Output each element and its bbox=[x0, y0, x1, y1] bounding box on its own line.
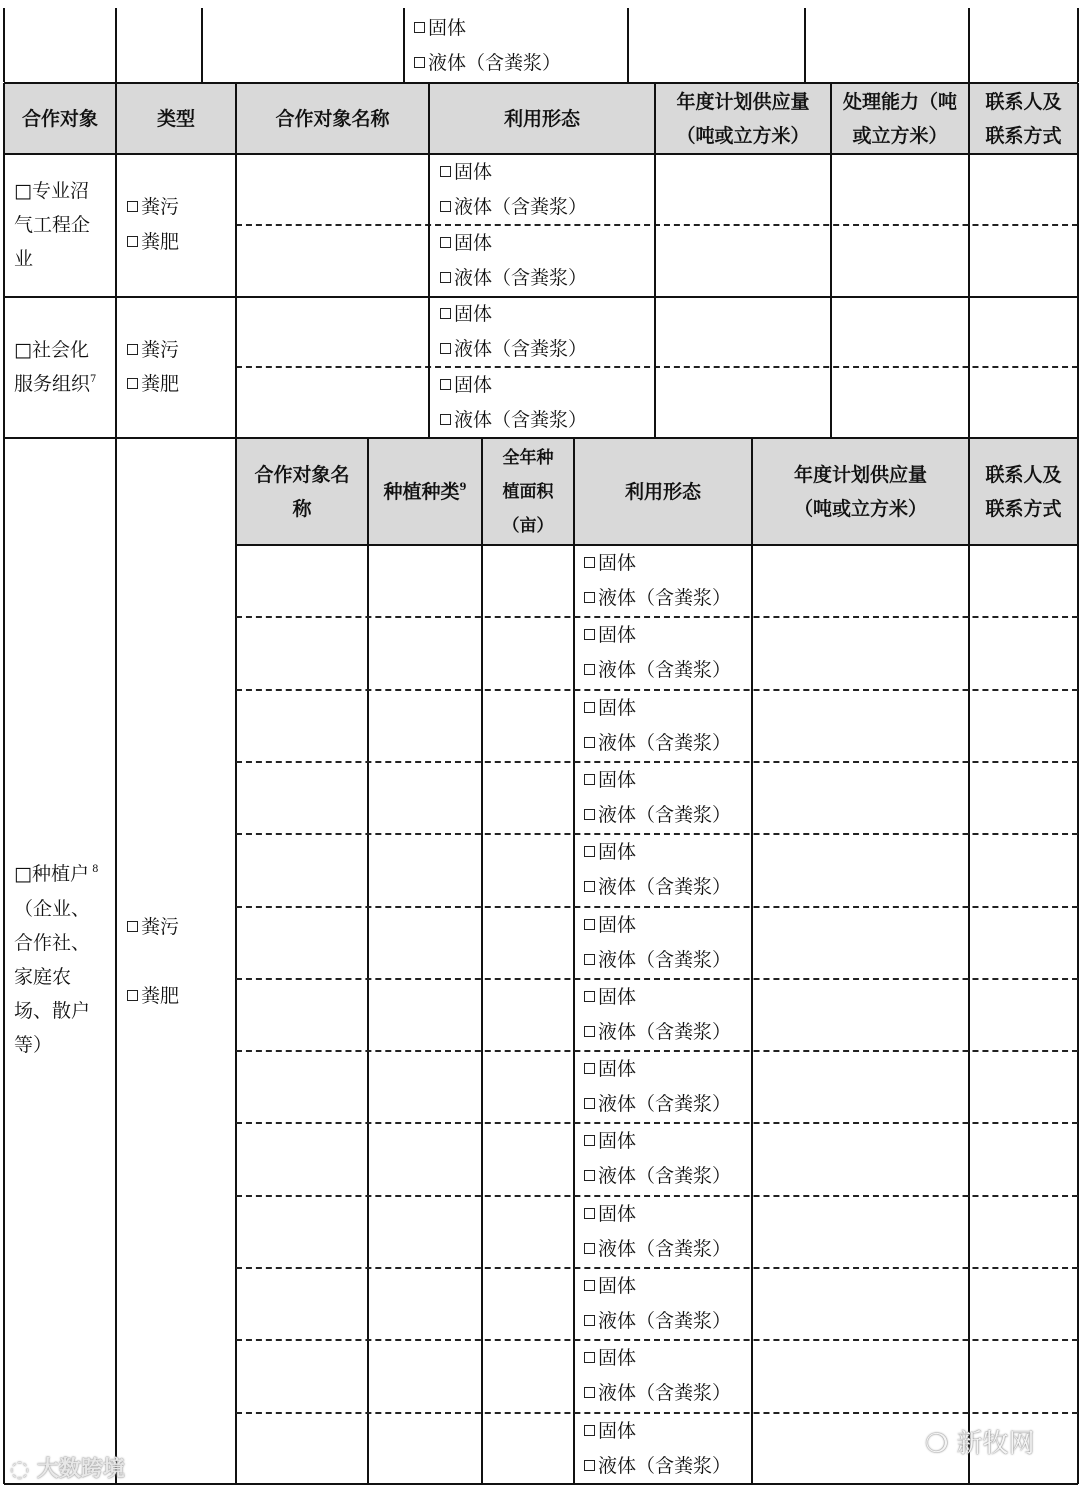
header-contact-line: 联系方式 bbox=[985, 124, 1062, 147]
planter-row6-liquid-checkbox[interactable] bbox=[584, 943, 731, 977]
header-capacity bbox=[831, 84, 969, 153]
planter-row5-liquid-checkbox-label: 液体（含粪浆） bbox=[598, 876, 732, 898]
service-row2-liquid-checkbox-label: 液体（含粪浆） bbox=[454, 409, 588, 431]
table-line bbox=[115, 438, 117, 1484]
header-name-line: 合作对象名称 bbox=[275, 107, 390, 130]
row-divider bbox=[236, 1050, 1078, 1052]
service-org-label-text: 服务组织 bbox=[14, 373, 91, 395]
table-line bbox=[236, 544, 1078, 546]
planter-row10-liquid-checkbox-label: 液体（含粪浆） bbox=[598, 1238, 732, 1260]
checkbox-icon[interactable] bbox=[584, 557, 595, 568]
header-type-line: 类型 bbox=[156, 107, 195, 130]
table-line bbox=[1077, 438, 1079, 1484]
planter-fertilizer-checkbox[interactable] bbox=[127, 979, 179, 1013]
checkbox-icon[interactable] bbox=[584, 737, 595, 748]
checkbox-icon[interactable] bbox=[127, 201, 138, 212]
checkbox-icon[interactable] bbox=[440, 237, 451, 248]
biogas-sewage-checkbox[interactable] bbox=[127, 190, 179, 224]
table-line bbox=[3, 8, 5, 82]
service-sewage-checkbox-label: 粪污 bbox=[141, 339, 180, 361]
planter-row11-solid-checkbox-label: 固体 bbox=[598, 1275, 637, 1297]
checkbox-icon[interactable] bbox=[414, 22, 425, 33]
footnote-8: 8 bbox=[88, 864, 99, 875]
table-line bbox=[968, 8, 970, 82]
biogas-fertilizer-checkbox[interactable] bbox=[127, 225, 179, 259]
watermark-left bbox=[10, 1452, 125, 1483]
checkbox-icon[interactable] bbox=[127, 921, 138, 932]
planter-row4-solid-checkbox[interactable] bbox=[584, 763, 636, 797]
table-line bbox=[235, 438, 237, 1484]
planter-row13-liquid-checkbox-label: 液体（含粪浆） bbox=[598, 1455, 732, 1477]
row-divider bbox=[236, 1267, 1078, 1269]
header-contact-text bbox=[985, 85, 1061, 153]
checkbox-icon[interactable] bbox=[584, 1460, 595, 1471]
checkbox-icon[interactable] bbox=[584, 1280, 595, 1291]
planter-row3-solid-checkbox-label: 固体 bbox=[598, 697, 637, 719]
biogas-row2-liquid-checkbox-label: 液体（含粪浆） bbox=[454, 267, 588, 289]
row-divider bbox=[236, 906, 1078, 908]
checkbox-icon[interactable] bbox=[440, 201, 451, 212]
table-line bbox=[481, 438, 483, 1484]
row-divider bbox=[236, 1339, 1078, 1341]
header-form bbox=[429, 84, 655, 153]
table-line bbox=[804, 8, 806, 82]
planter-row2-solid-checkbox-label: 固体 bbox=[598, 624, 637, 646]
row-divider bbox=[236, 1195, 1078, 1197]
planter-header-annual-supply bbox=[752, 439, 969, 544]
biogas-target-label: 业 bbox=[14, 248, 34, 270]
biogas-row2-solid-checkbox[interactable] bbox=[440, 226, 492, 260]
planter-row10-solid-checkbox-label: 固体 bbox=[598, 1203, 637, 1225]
planter-label: 家庭农 bbox=[14, 966, 72, 988]
planter-header-form-line: 利用形态 bbox=[624, 480, 701, 503]
biogas-row1-liquid-checkbox[interactable] bbox=[440, 190, 587, 224]
watermark-right-text: 新牧网 bbox=[956, 1429, 1035, 1459]
checkbox-icon[interactable] bbox=[584, 809, 595, 820]
planter-row9-solid-checkbox-label: 固体 bbox=[598, 1130, 637, 1152]
checkbox-icon[interactable] bbox=[584, 1315, 595, 1326]
service-fertilizer-checkbox-label: 粪肥 bbox=[141, 373, 180, 395]
header-capacity-line: 或立方米） bbox=[852, 124, 948, 147]
planter-row6-solid-checkbox[interactable] bbox=[584, 908, 636, 942]
planter-row8-liquid-checkbox[interactable] bbox=[584, 1087, 731, 1121]
planter-row3-liquid-checkbox[interactable] bbox=[584, 726, 731, 760]
planter-row5-liquid-checkbox[interactable] bbox=[584, 870, 731, 904]
service-org-label: □社会化 bbox=[14, 339, 89, 361]
checkbox-icon[interactable] bbox=[584, 954, 595, 965]
checkbox-icon[interactable] bbox=[440, 414, 451, 425]
planter-header-crop-text bbox=[384, 475, 467, 509]
planter-header-form bbox=[574, 439, 752, 544]
planter-label bbox=[14, 857, 99, 891]
header-form-text bbox=[504, 102, 580, 136]
table-line bbox=[201, 8, 203, 82]
checkbox-icon[interactable] bbox=[584, 664, 595, 675]
planter-sewage-checkbox-label: 粪污 bbox=[141, 916, 180, 938]
planter-header-annual-supply-line: （吨或立方米） bbox=[793, 497, 927, 520]
footnote-7: 7 bbox=[90, 374, 97, 385]
table-line bbox=[627, 8, 629, 82]
checkbox-icon[interactable] bbox=[127, 990, 138, 1001]
planter-row1-solid-checkbox[interactable] bbox=[584, 546, 636, 580]
header-target-line: 合作对象 bbox=[21, 107, 98, 130]
planter-row5-solid-checkbox-label: 固体 bbox=[598, 841, 637, 863]
footnote-9: 9 bbox=[459, 481, 467, 493]
planter-row8-liquid-checkbox-label: 液体（含粪浆） bbox=[598, 1093, 732, 1115]
planter-header-area bbox=[482, 439, 574, 544]
header-capacity-text bbox=[843, 85, 957, 153]
planter-header-contact-text bbox=[985, 458, 1061, 526]
table-line bbox=[3, 438, 5, 1484]
planter-row8-solid-checkbox[interactable] bbox=[584, 1052, 636, 1086]
header-name bbox=[236, 84, 429, 153]
checkbox-icon[interactable] bbox=[584, 702, 595, 713]
planter-label: 场、散户 bbox=[14, 1000, 91, 1022]
biogas-target-label: □专业沼 bbox=[14, 180, 89, 202]
planter-fertilizer-checkbox-label: 粪肥 bbox=[141, 985, 180, 1007]
planter-header-name bbox=[236, 439, 368, 544]
table-line bbox=[968, 438, 970, 1484]
wechat-icon: ❍ bbox=[925, 1429, 957, 1459]
biogas-row1-solid-checkbox[interactable] bbox=[440, 155, 492, 189]
planter-row13-liquid-checkbox[interactable] bbox=[584, 1449, 731, 1483]
planter-header-area-text bbox=[503, 441, 554, 543]
watermark-right bbox=[925, 1423, 1035, 1460]
header-annual-supply bbox=[655, 84, 831, 153]
planter-row7-solid-checkbox-label: 固体 bbox=[598, 986, 637, 1008]
row-divider bbox=[236, 761, 1078, 763]
row-divider bbox=[236, 833, 1078, 835]
planter-row5-solid-checkbox[interactable] bbox=[584, 835, 636, 869]
checkbox-icon[interactable] bbox=[584, 774, 595, 785]
row-divider bbox=[236, 224, 1078, 226]
planter-row2-solid-checkbox[interactable] bbox=[584, 618, 636, 652]
service-row1-solid-checkbox[interactable] bbox=[440, 297, 492, 331]
checkbox-icon[interactable] bbox=[127, 236, 138, 247]
row-divider bbox=[236, 1122, 1078, 1124]
row-divider bbox=[236, 978, 1078, 980]
table-line bbox=[115, 8, 117, 82]
biogas-row2-solid-checkbox-label: 固体 bbox=[454, 232, 493, 254]
planter-row11-liquid-checkbox[interactable] bbox=[584, 1304, 731, 1338]
checkbox-icon[interactable] bbox=[584, 1063, 595, 1074]
planter-row7-solid-checkbox[interactable] bbox=[584, 980, 636, 1014]
planter-row6-solid-checkbox-label: 固体 bbox=[598, 914, 637, 936]
header-annual-supply-line: （吨或立方米） bbox=[676, 124, 810, 147]
biogas-row1-liquid-checkbox-label: 液体（含粪浆） bbox=[454, 196, 588, 218]
service-sewage-checkbox[interactable] bbox=[127, 333, 179, 367]
checkbox-icon[interactable] bbox=[584, 1208, 595, 1219]
checkbox-icon[interactable] bbox=[584, 881, 595, 892]
planter-row12-solid-checkbox[interactable] bbox=[584, 1341, 636, 1375]
checkbox-icon[interactable] bbox=[414, 57, 425, 68]
table-line bbox=[1077, 8, 1079, 82]
service-row1-liquid-checkbox[interactable] bbox=[440, 332, 587, 366]
planter-row4-solid-checkbox-label: 固体 bbox=[598, 769, 637, 791]
top-fragment-solid-checkbox-label: 固体 bbox=[428, 17, 467, 39]
biogas-row2-liquid-checkbox[interactable] bbox=[440, 261, 587, 295]
header-target bbox=[4, 84, 116, 153]
planter-row4-liquid-checkbox[interactable] bbox=[584, 798, 731, 832]
header-type-text bbox=[157, 102, 195, 136]
planter-row9-liquid-checkbox[interactable] bbox=[584, 1159, 731, 1193]
table-line bbox=[367, 438, 369, 1484]
planter-row11-solid-checkbox[interactable] bbox=[584, 1269, 636, 1303]
checkbox-icon[interactable] bbox=[584, 629, 595, 640]
header-type bbox=[116, 84, 236, 153]
table-line bbox=[4, 1483, 1078, 1485]
planter-row12-liquid-checkbox-label: 液体（含粪浆） bbox=[598, 1382, 732, 1404]
planter-row13-solid-checkbox[interactable] bbox=[584, 1414, 636, 1448]
planter-row10-solid-checkbox[interactable] bbox=[584, 1197, 636, 1231]
biogas-target-label: 气工程企 bbox=[14, 214, 91, 236]
checkbox-icon[interactable] bbox=[440, 343, 451, 354]
row-divider bbox=[236, 689, 1078, 691]
planter-label: 合作社、 bbox=[14, 932, 91, 954]
table-line bbox=[573, 438, 575, 1484]
planter-header-name-text bbox=[254, 458, 349, 526]
top-fragment-solid-checkbox[interactable] bbox=[414, 11, 466, 45]
header-form-line: 利用形态 bbox=[503, 107, 580, 130]
planter-header-contact-line: 联系方式 bbox=[985, 497, 1062, 520]
header-contact-line: 联系人及 bbox=[985, 90, 1062, 113]
planter-header-area-line: 植面积 bbox=[502, 481, 554, 502]
planter-sewage-checkbox[interactable] bbox=[127, 910, 179, 944]
planter-label: （企业、 bbox=[14, 898, 91, 920]
planter-row9-solid-checkbox[interactable] bbox=[584, 1124, 636, 1158]
checkbox-icon[interactable] bbox=[440, 166, 451, 177]
planter-header-contact bbox=[969, 439, 1078, 544]
planter-header-annual-supply-text bbox=[794, 458, 927, 526]
header-annual-supply-text bbox=[676, 85, 809, 153]
planter-row7-liquid-checkbox[interactable] bbox=[584, 1015, 731, 1049]
service-fertilizer-checkbox[interactable] bbox=[127, 367, 179, 401]
planter-row3-liquid-checkbox-label: 液体（含粪浆） bbox=[598, 732, 732, 754]
planter-header-name-line: 合作对象名 bbox=[254, 463, 350, 486]
planter-row6-liquid-checkbox-label: 液体（含粪浆） bbox=[598, 949, 732, 971]
table-line bbox=[4, 153, 1078, 155]
header-annual-supply-line: 年度计划供应量 bbox=[676, 90, 810, 113]
planter-header-area-line: 全年种 bbox=[502, 447, 554, 468]
planter-header-crop-line: 种植种类$^9$ bbox=[383, 480, 467, 503]
service-org-label bbox=[14, 367, 96, 401]
checkbox-icon[interactable] bbox=[584, 1352, 595, 1363]
planter-header-crop bbox=[368, 439, 482, 544]
planter-row4-liquid-checkbox-label: 液体（含粪浆） bbox=[598, 804, 732, 826]
planter-row2-liquid-checkbox-label: 液体（含粪浆） bbox=[598, 659, 732, 681]
service-row1-liquid-checkbox-label: 液体（含粪浆） bbox=[454, 338, 588, 360]
planter-row1-liquid-checkbox-label: 液体（含粪浆） bbox=[598, 587, 732, 609]
header-capacity-line: 处理能力（吨 bbox=[842, 90, 957, 113]
planter-row3-solid-checkbox[interactable] bbox=[584, 691, 636, 725]
biogas-sewage-checkbox-label: 粪污 bbox=[141, 196, 180, 218]
service-row1-solid-checkbox-label: 固体 bbox=[454, 303, 493, 325]
service-row2-solid-checkbox[interactable] bbox=[440, 368, 492, 402]
checkbox-icon[interactable] bbox=[440, 379, 451, 390]
watermark-logo-icon: ◌ bbox=[10, 1457, 37, 1482]
checkbox-icon[interactable] bbox=[584, 1098, 595, 1109]
biogas-row1-solid-checkbox-label: 固体 bbox=[454, 161, 493, 183]
table-line bbox=[4, 296, 1078, 298]
checkbox-icon[interactable] bbox=[127, 378, 138, 389]
service-row2-liquid-checkbox[interactable] bbox=[440, 403, 587, 437]
planter-row10-liquid-checkbox[interactable] bbox=[584, 1232, 731, 1266]
watermark-left-text: 大数跨境 bbox=[36, 1457, 125, 1482]
planter-header-area-line: （亩） bbox=[502, 515, 554, 536]
planter-row8-solid-checkbox-label: 固体 bbox=[598, 1058, 637, 1080]
header-name-text bbox=[275, 102, 389, 136]
checkbox-icon[interactable] bbox=[440, 272, 451, 283]
planter-row1-solid-checkbox-label: 固体 bbox=[598, 552, 637, 574]
checkbox-icon[interactable] bbox=[127, 344, 138, 355]
planter-row2-liquid-checkbox[interactable] bbox=[584, 653, 731, 687]
planter-header-form-text bbox=[625, 475, 701, 509]
planter-header-contact-line: 联系人及 bbox=[985, 463, 1062, 486]
top-fragment-liquid-checkbox-label: 液体（含粪浆） bbox=[428, 52, 562, 74]
top-fragment-liquid-checkbox[interactable] bbox=[414, 46, 561, 80]
row-divider bbox=[236, 1412, 1078, 1414]
checkbox-icon[interactable] bbox=[584, 1243, 595, 1254]
planter-label-text: □种植户 bbox=[14, 863, 89, 885]
checkbox-icon[interactable] bbox=[440, 308, 451, 319]
planter-row7-liquid-checkbox-label: 液体（含粪浆） bbox=[598, 1021, 732, 1043]
planter-label: 等） bbox=[14, 1034, 53, 1056]
service-row2-solid-checkbox-label: 固体 bbox=[454, 374, 493, 396]
checkbox-icon[interactable] bbox=[584, 1425, 595, 1436]
header-contact bbox=[969, 84, 1078, 153]
header-target-text bbox=[22, 102, 98, 136]
planter-header-name-line: 称 bbox=[292, 497, 312, 520]
planter-row1-liquid-checkbox[interactable] bbox=[584, 581, 731, 615]
checkbox-icon[interactable] bbox=[584, 1026, 595, 1037]
planter-row13-solid-checkbox-label: 固体 bbox=[598, 1420, 637, 1442]
row-divider bbox=[236, 616, 1078, 618]
planter-row12-solid-checkbox-label: 固体 bbox=[598, 1347, 637, 1369]
checkbox-icon[interactable] bbox=[584, 1170, 595, 1181]
row-divider bbox=[236, 366, 1078, 368]
planter-row9-liquid-checkbox-label: 液体（含粪浆） bbox=[598, 1165, 732, 1187]
table-line bbox=[403, 8, 405, 82]
checkbox-icon[interactable] bbox=[584, 991, 595, 1002]
planter-row11-liquid-checkbox-label: 液体（含粪浆） bbox=[598, 1310, 732, 1332]
checkbox-icon[interactable] bbox=[584, 1387, 595, 1398]
checkbox-icon[interactable] bbox=[584, 592, 595, 603]
checkbox-icon[interactable] bbox=[584, 1135, 595, 1146]
planter-row12-liquid-checkbox[interactable] bbox=[584, 1376, 731, 1410]
planter-header-annual-supply-line: 年度计划供应量 bbox=[793, 463, 927, 486]
checkbox-icon[interactable] bbox=[584, 919, 595, 930]
biogas-fertilizer-checkbox-label: 粪肥 bbox=[141, 231, 180, 253]
table-line bbox=[751, 438, 753, 1484]
checkbox-icon[interactable] bbox=[584, 846, 595, 857]
